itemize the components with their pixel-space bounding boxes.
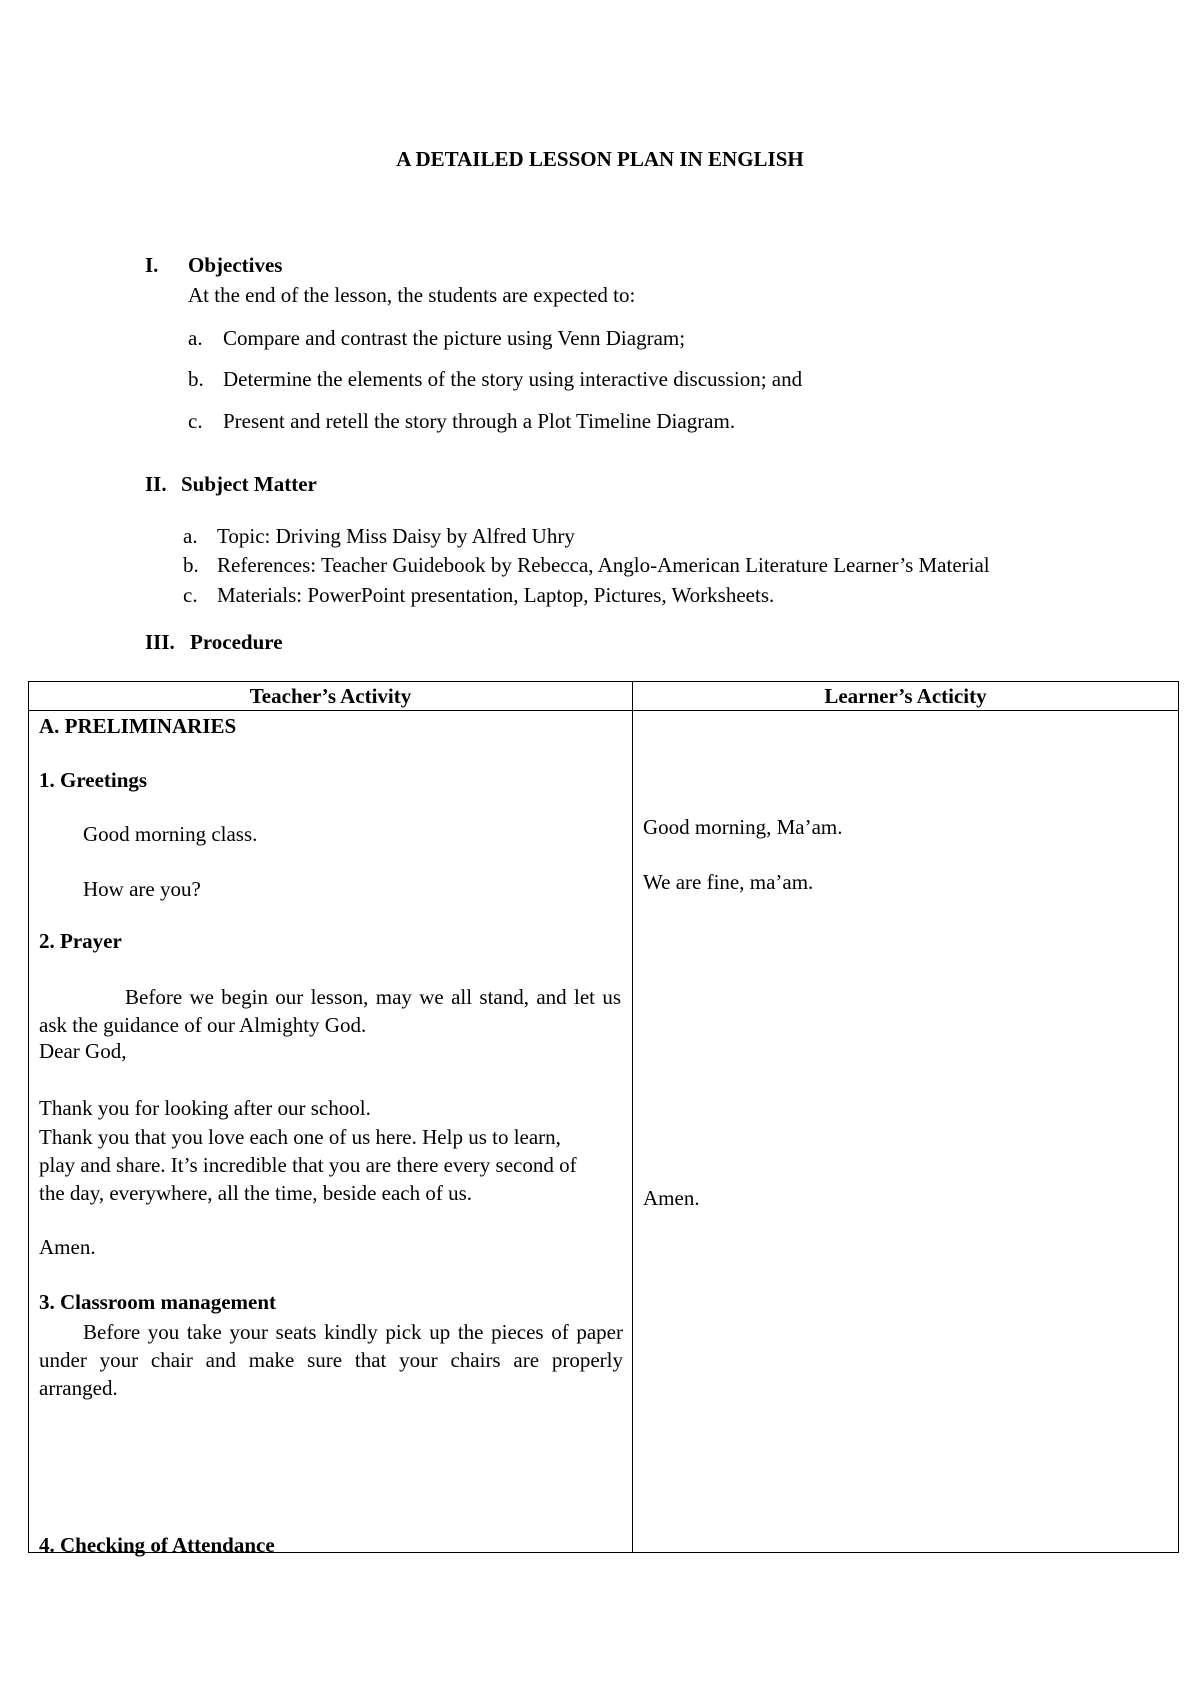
column-header-teacher: Teacher’s Activity (29, 682, 633, 711)
learner-response-1: Good morning, Ma’am. (643, 815, 843, 839)
document-title: A DETAILED LESSON PLAN IN ENGLISH (396, 147, 804, 171)
classroom-management-text: Before you take your seats kindly pick up the pieces of paper under your chair and make sure that your chairs are properly arranged. (39, 1320, 623, 1400)
subject-matter-heading: Subject Matter (181, 472, 317, 496)
objectives-intro: At the end of the lesson, the students are expected to: (188, 283, 636, 307)
subject-matter-numeral: II. (145, 472, 167, 496)
procedure-heading: Procedure (190, 630, 283, 654)
objective-marker: c. (188, 409, 203, 433)
objective-item: Present and retell the story through a Plot Timeline Diagram. (223, 409, 736, 433)
attendance-heading: 4. Checking of Attendance (39, 1533, 275, 1557)
learner-response-3: Amen. (643, 1186, 700, 1210)
objective-item: Determine the elements of the story using interactive discussion; and (223, 367, 803, 391)
objective-item: Compare and contrast the picture using Venn Diagram; (223, 326, 686, 350)
objective-marker: a. (188, 326, 203, 350)
objectives-heading: Objectives (188, 253, 283, 277)
objectives-numeral: I. (145, 253, 159, 277)
prayer-dear: Dear God, (39, 1039, 127, 1063)
subject-marker: a. (183, 524, 198, 548)
prayer-amen: Amen. (39, 1235, 96, 1259)
subject-item: References: Teacher Guidebook by Rebecca, Anglo-American Literature Learner’s Material (217, 553, 990, 577)
subject-item: Materials: PowerPoint presentation, Laptop, Pictures, Worksheets. (217, 583, 775, 607)
prayer-body-2: Thank you that you love each one of us here. Help us to learn, play and share. It’s incredible that you are there every second of the day, everywhere, all the time, beside each of us. (39, 1125, 577, 1205)
teacher-activity-cell (29, 711, 633, 1557)
classroom-management-heading: 3. Classroom management (39, 1290, 277, 1314)
prayer-intro: Before we begin our lesson, may we all stand, and let us ask the guidance of our Almighty God. (39, 985, 621, 1037)
table-row (29, 711, 1179, 1553)
subject-marker: c. (183, 583, 198, 607)
teacher-greeting-2: How are you? (83, 877, 201, 901)
procedure-table (28, 681, 1179, 1557)
column-header-learner: Learner’s Acticity (633, 682, 1179, 711)
subject-item: Topic: Driving Miss Daisy by Alfred Uhry (217, 524, 575, 548)
greetings-heading: 1. Greetings (39, 768, 148, 792)
table-header-row (29, 682, 1179, 711)
subject-marker: b. (183, 553, 199, 577)
teacher-greeting-1: Good morning class. (83, 822, 258, 846)
objective-marker: b. (188, 367, 204, 391)
prayer-body-1: Thank you for looking after our school. (39, 1096, 371, 1120)
preliminaries-heading: A. PRELIMINARIES (39, 714, 237, 738)
procedure-numeral: III. (145, 630, 175, 654)
learner-activity-cell (633, 711, 1179, 1553)
prayer-heading: 2. Prayer (39, 929, 122, 953)
learner-response-2: We are fine, ma’am. (643, 870, 814, 894)
